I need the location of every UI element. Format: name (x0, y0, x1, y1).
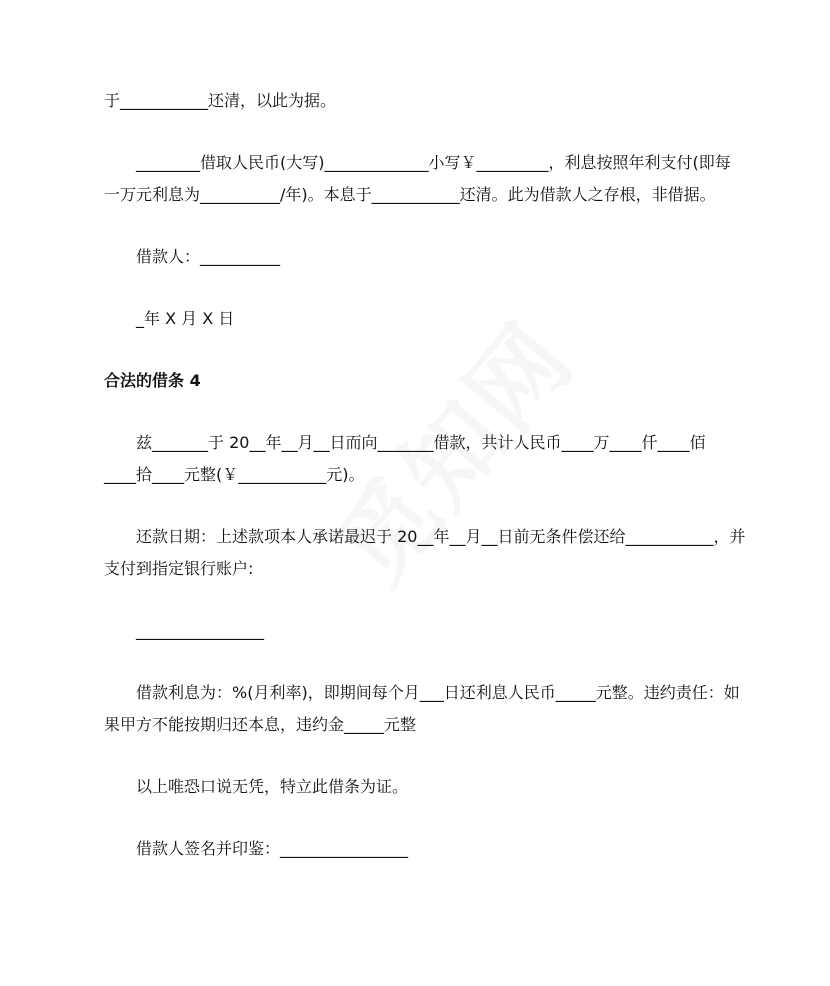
text-line-bank-account: 支付到指定银行账户: (104, 559, 254, 578)
text-line-repayment-date: 还款日期：上述款项本人承诺最迟于 20__年__月__日前无条件偿还给___________，并 (136, 527, 746, 546)
text-line-loan-statement: 兹_______于 20__年__月__日而向_______借款，共计人民币____万____仟____佰 (136, 433, 706, 452)
text-line-signature: 借款人签名并印鉴：________________ (136, 839, 409, 858)
text-line-account-blank: ________________ (136, 621, 264, 640)
text-line-penalty: 果甲方不能按期归还本息，违约金_____元整 (104, 715, 417, 734)
text-line-repay-clause: 于___________还清，以此为据。 (104, 91, 337, 110)
text-line-proof: 以上唯恐口说无凭，特立此借条为证。 (136, 777, 409, 796)
text-line-borrow-amount: ________借取人民币(大写)_____________小写￥_________，利息按照年利支付(即每 (136, 153, 731, 172)
text-line-borrower: 借款人：__________ (136, 247, 281, 266)
text-line-date: _年 X 月 X 日 (136, 309, 235, 328)
text-line-interest-terms: 一万元利息为__________/年)。本息于___________还清。此为借款人之存根，非借据。 (104, 185, 716, 204)
section-heading: 合法的借条 4 (104, 371, 201, 390)
text-line-interest-rate: 借款利息为：%(月利率)，即期间每个月___日还利息人民币_____元整。违约责任：如 (136, 683, 740, 702)
text-line-loan-amount: ____拾____元整(￥___________元)。 (104, 465, 365, 484)
